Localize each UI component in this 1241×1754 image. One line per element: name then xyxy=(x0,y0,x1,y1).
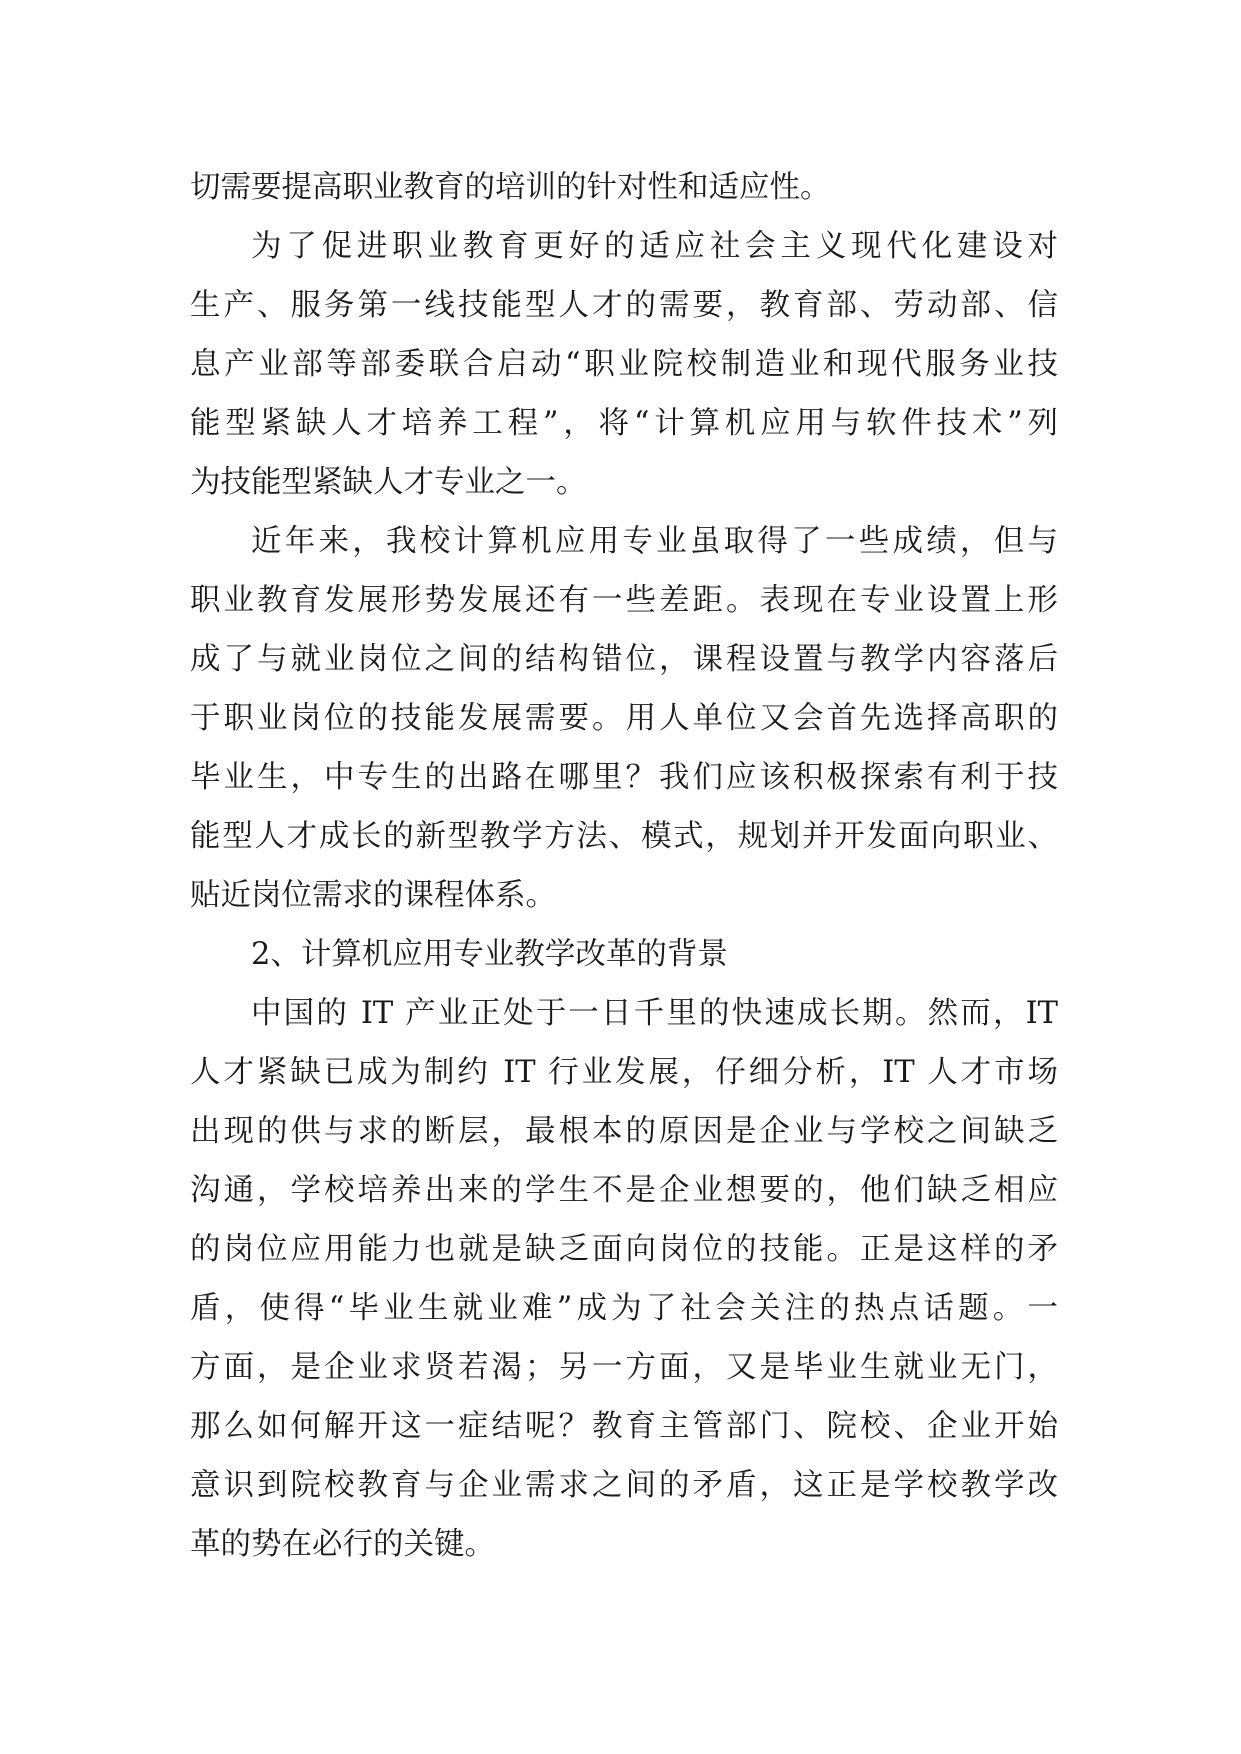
text-line: 为技能型紧缺人才专业之一。 xyxy=(190,465,587,500)
text-line: 中国的 IT 产业正处于一日千里的快速成长期。然而，IT xyxy=(251,996,1058,1031)
text-line: 息产业部等部委联合启动“职业院校制造业和现代服务业技 xyxy=(190,347,1058,382)
section-heading: 2、计算机应用专业教学改革的背景 xyxy=(251,937,728,972)
document-body xyxy=(190,158,1058,1574)
text-line: 成了与就业岗位之间的结构错位，课程设置与教学内容落后 xyxy=(190,642,1058,677)
text-line: 职业教育发展形势发展还有一些差距。表现在专业设置上形 xyxy=(190,583,1058,618)
text-line: 能型紧缺人才培养工程”，将“计算机应用与软件技术”列 xyxy=(190,406,1058,441)
text-line: 为了促进职业教育更好的适应社会主义现代化建设对 xyxy=(251,229,1058,264)
text-line: 盾，使得“毕业生就业难”成为了社会关注的热点话题。一 xyxy=(190,1291,1058,1326)
text-line: 革的势在必行的关键。 xyxy=(190,1527,495,1562)
text-line: 沟通，学校培养出来的学生不是企业想要的，他们缺乏相应 xyxy=(190,1173,1058,1208)
text-line: 贴近岗位需求的课程体系。 xyxy=(190,878,556,913)
text-line: 毕业生，中专生的出路在哪里？我们应该积极探索有利于技 xyxy=(190,760,1058,795)
text-line: 近年来，我校计算机应用专业虽取得了一些成绩，但与 xyxy=(251,524,1058,559)
text-line: 出现的供与求的断层，最根本的原因是企业与学校之间缺乏 xyxy=(190,1114,1058,1149)
text-line: 能型人才成长的新型教学方法、模式，规划并开发面向职业、 xyxy=(190,819,1058,854)
text-line: 那么如何解开这一症结呢？教育主管部门、院校、企业开始 xyxy=(190,1409,1058,1444)
text-line: 方面，是企业求贤若渴；另一方面，又是毕业生就业无门， xyxy=(190,1350,1058,1385)
text-line: 切需要提高职业教育的培训的针对性和适应性。 xyxy=(190,170,831,205)
text-line: 生产、服务第一线技能型人才的需要，教育部、劳动部、信 xyxy=(190,288,1058,323)
text-line: 意识到院校教育与企业需求之间的矛盾，这正是学校教学改 xyxy=(190,1468,1058,1503)
text-line: 人才紧缺已成为制约 IT 行业发展，仔细分析，IT 人才市场 xyxy=(190,1055,1058,1090)
text-line: 于职业岗位的技能发展需要。用人单位又会首先选择高职的 xyxy=(190,701,1058,736)
text-line: 的岗位应用能力也就是缺乏面向岗位的技能。正是这样的矛 xyxy=(190,1232,1058,1267)
